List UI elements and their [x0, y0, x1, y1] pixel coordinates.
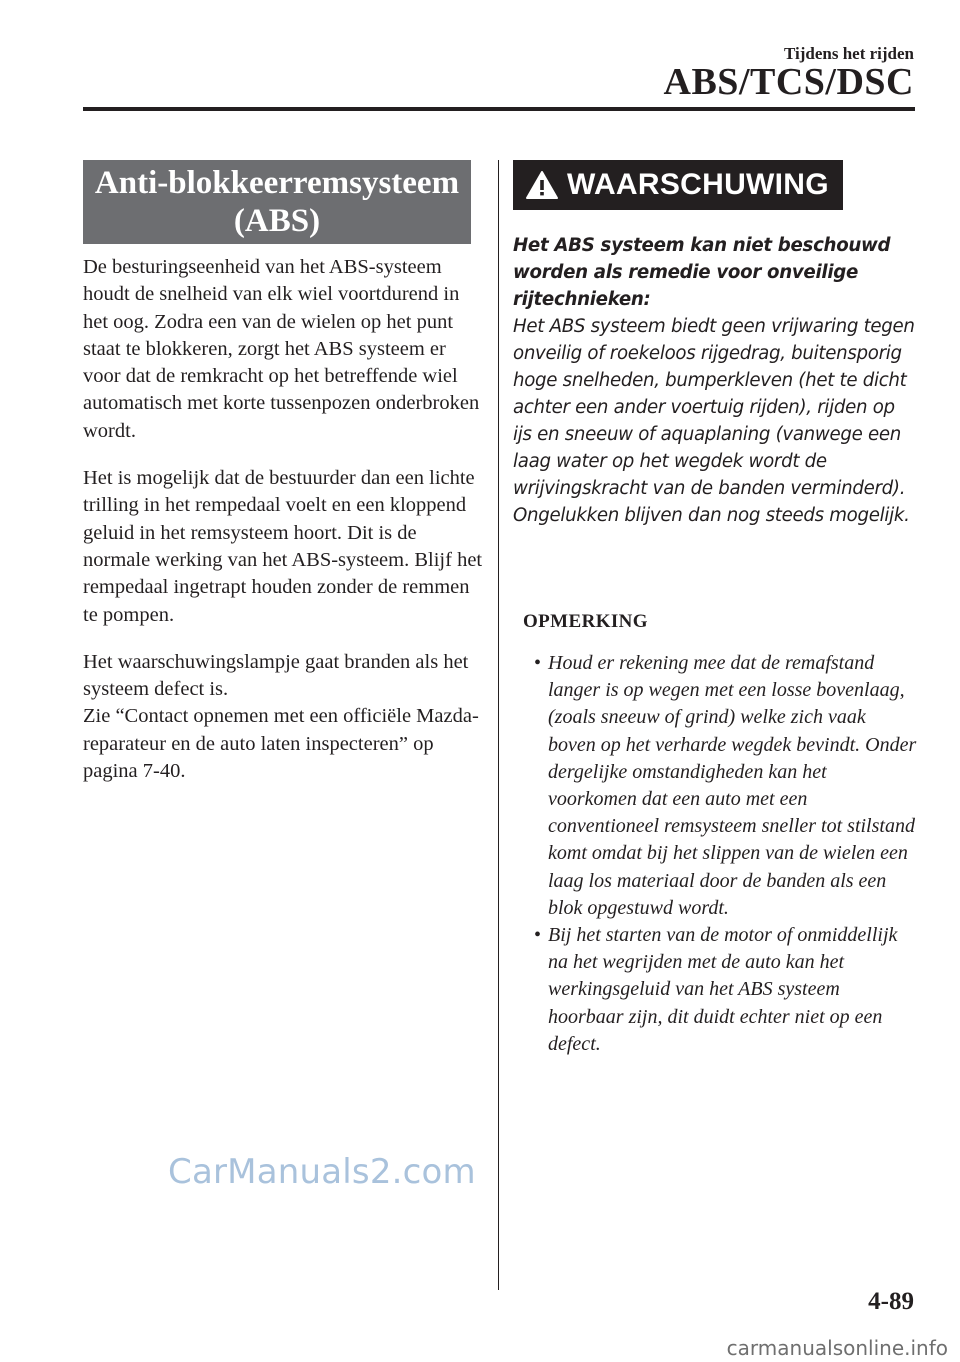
- section-title-line2: (ABS): [233, 203, 321, 239]
- abs-description: [83, 254, 483, 805]
- paragraph-warning-lamp: Het waarschuwingslampje gaat branden als het systeem defect is. Zie “Contact opnemen met een officiële Mazda-reparateur en de auto laten inspecteren” op pagina 7-40.: [83, 650, 479, 783]
- footer-watermark: carmanualsonline.info: [726, 1336, 948, 1360]
- note-list: [532, 650, 917, 1058]
- bullet-icon: •: [534, 924, 542, 947]
- running-header-section: Tijdens het rijden: [783, 44, 914, 63]
- note-item: [532, 922, 917, 1058]
- running-header-chapter: ABS/TCS/DSC: [663, 61, 914, 103]
- note-item-text: Houd er rekening mee dat de remafstand langer is op wegen met een losse bovenlaag, (zoals sneeuw of grind) welke zich vaak boven op het verharde wegdek bevindt. Onder dergelijke omstandigheden kan het voorkomen dat een auto met een conventioneel remsysteem sneller tot stilstand komt omdat bij het slippen van de wielen een laag los materiaal door de banden als een blok opgestuwd wordt.: [548, 652, 917, 919]
- column-divider: [498, 160, 499, 1290]
- header-divider: [83, 107, 915, 111]
- paragraph-abs-function: De besturingseenheid van het ABS-systeem houdt de snelheid van elk wiel voortdurend in het oog. Zodra een van de wielen op het punt staat te blokkeren, zorgt het ABS systeem er voor dat de remkracht op het betreffende wiel automatisch met korte tussenpozen onderbroken wordt.: [83, 256, 480, 442]
- section-title-line1: Anti-blokkeerremsysteem: [94, 165, 460, 201]
- note-item-text: Bij het starten van de motor of onmiddellijk na het wegrijden met de auto kan het werkingsgeluid van het ABS systeem hoorbaar zijn, dit duidt echter niet op een defect.: [548, 924, 898, 1055]
- warning-triangle-icon: [525, 170, 559, 200]
- warning-heading: Het ABS systeem kan niet beschouwd worden als remedie voor onveilige rijtechnieken:: [513, 235, 891, 310]
- warning-text: [513, 232, 918, 529]
- note-item: [532, 650, 917, 922]
- paragraph-pedal-vibration: Het is mogelijk dat de bestuurder dan een lichte trilling in het rempedaal voelt en een kloppend geluid in het remsysteem hoort. Dit is de normale werking van het ABS-systeem. Blijf het rempedaal ingetrapt houden zonder de remmen te pompen.: [83, 467, 483, 626]
- warning-body: Het ABS systeem biedt geen vrijwaring tegen onveilig of roekeloos rijgedrag, buitensporig hoge snelheden, bumperkleven (het te dicht achter een ander voertuig rijden), rijden op ijs en sneeuw of aquaplaning (vanwege een laag water op het wegdek wordt de wrijvingskracht van de banden verminderd). Ongelukken blijven dan nog steeds mogelijk.: [513, 316, 915, 526]
- section-title: [83, 160, 471, 244]
- bullet-icon: •: [534, 652, 542, 674]
- watermark-carmanuals: CarManuals2.com: [168, 1152, 476, 1192]
- page-number: 4-89: [868, 1288, 914, 1315]
- warning-label: WAARSCHUWING: [567, 168, 829, 201]
- note-title: OPMERKING: [523, 611, 648, 632]
- warning-banner: [513, 160, 843, 210]
